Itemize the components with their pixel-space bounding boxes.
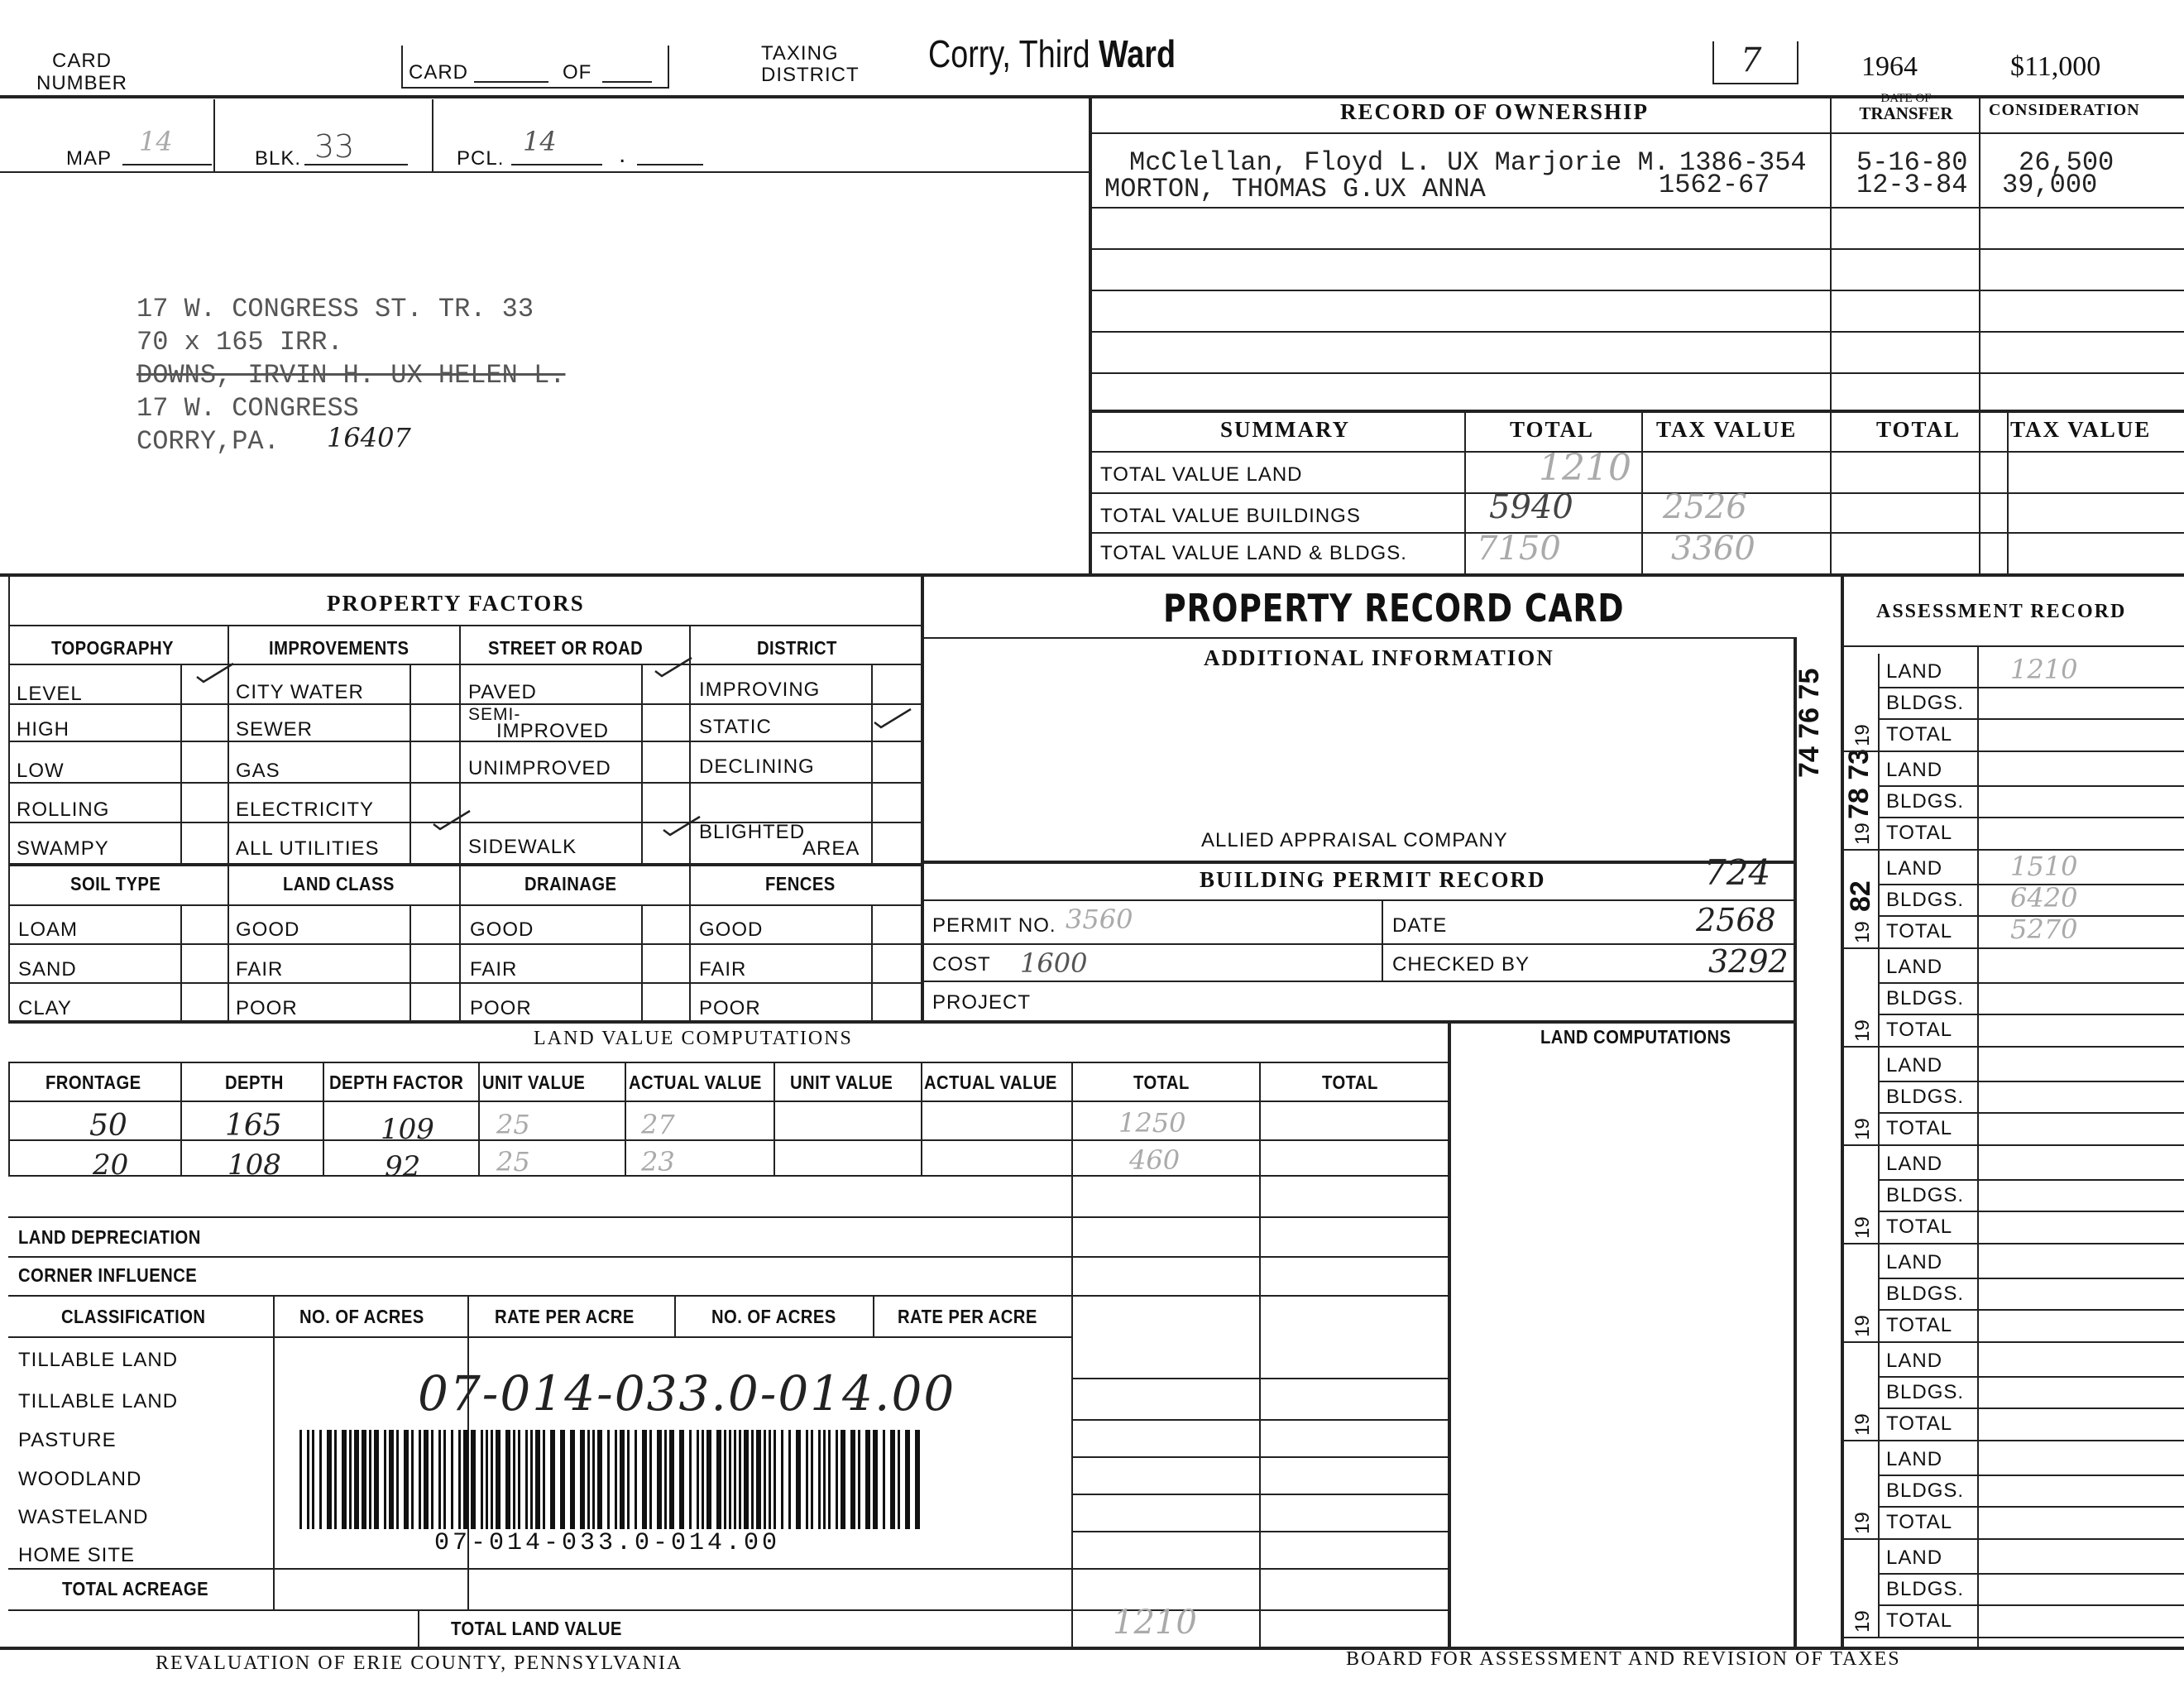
total-land-value-label: TOTAL LAND VALUE xyxy=(451,1618,622,1639)
map-value: 14 xyxy=(139,126,173,157)
district-static: STATIC xyxy=(699,716,772,738)
barcode-bar xyxy=(463,1430,468,1529)
taxing-district-value: Corry, Third Ward xyxy=(928,32,1176,75)
cls-wasteland: WASTELAND xyxy=(18,1506,149,1528)
lv-row2-actual: 23 xyxy=(641,1146,675,1177)
assessment-bldgs-label: BLDGS. xyxy=(1886,1184,1965,1206)
taxing-district-label: TAXING DISTRICT xyxy=(761,42,860,86)
summary-total-header: TOTAL xyxy=(1510,417,1595,442)
summary-row-land-bldgs: TOTAL VALUE LAND & BLDGS. xyxy=(1100,542,1407,564)
permit-note-2: 2568 xyxy=(1696,902,1776,938)
district-area: AREA xyxy=(802,837,860,860)
assessment-total-label: TOTAL xyxy=(1886,1511,1953,1533)
permit-cost-value: 1600 xyxy=(1020,947,1088,979)
imp-city-water: CITY WATER xyxy=(236,681,364,703)
barcode-bar xyxy=(905,1430,910,1529)
ownership-title: RECORD OF OWNERSHIP xyxy=(1340,99,1650,124)
barcode-bar xyxy=(756,1430,761,1529)
owner-2-book: 1562-67 xyxy=(1659,170,1770,200)
barcode-bar xyxy=(319,1430,322,1529)
year-stamp-82: 82 xyxy=(1845,880,1876,912)
soil-clay: CLAY xyxy=(18,997,72,1019)
assessment-bldgs-label: BLDGS. xyxy=(1886,1381,1965,1403)
pcl-label: PCL. xyxy=(457,147,505,170)
barcode-bar xyxy=(774,1430,776,1529)
assessment-total-label: TOTAL xyxy=(1886,1216,1953,1238)
district-code: 7 xyxy=(1741,41,1762,79)
summary-buildings-total: 5940 xyxy=(1489,488,1573,526)
check-mark-icon xyxy=(654,656,695,678)
building-permit-title: BUILDING PERMIT RECORD xyxy=(1200,867,1546,892)
assessment-value: 5270 xyxy=(2010,914,2078,945)
owner-1-consideration: 26,500 xyxy=(2019,147,2115,178)
street-unimproved: UNIMPROVED xyxy=(468,757,611,779)
cls-tillable-land-2: TILLABLE LAND xyxy=(18,1390,179,1412)
assessment-year-prefix: 19 xyxy=(1851,921,1874,943)
cls-home-site: HOME SITE xyxy=(18,1544,136,1566)
map-label: MAP xyxy=(66,147,113,170)
assessment-land-label: LAND xyxy=(1886,1153,1943,1175)
drainage-good: GOOD xyxy=(470,918,534,941)
lv-row2-factor: 92 xyxy=(385,1150,421,1183)
barcode-text: 07-014-033.0-014.00 xyxy=(434,1529,781,1557)
assessment-total-label: TOTAL xyxy=(1886,1412,1953,1435)
summary-land-bldgs-tax: 3360 xyxy=(1671,530,1755,568)
footer-left: REVALUATION OF ERIE COUNTY, PENNSYLVANIA xyxy=(156,1652,683,1674)
land-class-good: GOOD xyxy=(236,918,300,941)
cls-pasture: PASTURE xyxy=(18,1429,117,1451)
assessment-bldgs-label: BLDGS. xyxy=(1886,889,1965,911)
barcode-bar xyxy=(716,1430,721,1529)
barcode-bar xyxy=(560,1430,565,1529)
assessment-bldgs-label: BLDGS. xyxy=(1886,692,1965,714)
assessment-total-label: TOTAL xyxy=(1886,1117,1953,1139)
permit-no-value: 3560 xyxy=(1066,904,1133,935)
permit-note-3: 3292 xyxy=(1708,943,1789,980)
assessment-land-label: LAND xyxy=(1886,1547,1943,1569)
assessment-value: 1210 xyxy=(2010,654,2078,685)
lv-col-depth: DEPTH xyxy=(225,1072,284,1093)
barcode-bar xyxy=(915,1430,920,1529)
barcode-bar xyxy=(419,1430,421,1529)
street-sidewalk: SIDEWALK xyxy=(468,836,577,858)
blk-value: 33 xyxy=(314,128,355,165)
topo-swampy: SWAMPY xyxy=(17,837,109,860)
barcode-bar xyxy=(530,1430,533,1529)
summary-buildings-tax: 2526 xyxy=(1663,488,1747,526)
assessment-year-prefix: 19 xyxy=(1851,1315,1874,1337)
barcode-bar xyxy=(424,1430,429,1529)
lv-row2-total: 460 xyxy=(1129,1144,1181,1176)
lv-row1-factor: 109 xyxy=(381,1113,434,1146)
assessment-bldgs-label: BLDGS. xyxy=(1886,987,1965,1009)
lv-row1-unit: 25 xyxy=(496,1109,530,1140)
barcode-bar xyxy=(649,1430,652,1529)
barcode-bar xyxy=(458,1430,461,1529)
assessment-value: 1510 xyxy=(2010,851,2078,882)
assessment-year-prefix: 19 xyxy=(1851,724,1874,746)
cls-tillable-land: TILLABLE LAND xyxy=(18,1349,179,1371)
barcode-bar xyxy=(769,1430,771,1529)
land-depreciation-label: LAND DEPRECIATION xyxy=(18,1226,201,1248)
assessment-year-prefix: 19 xyxy=(1851,1413,1874,1436)
land-computations-title: LAND COMPUTATIONS xyxy=(1540,1026,1731,1048)
owner-2-date: 12-3-84 xyxy=(1856,170,1968,200)
check-mark-icon xyxy=(432,809,473,831)
project-label: PROJECT xyxy=(932,991,1032,1014)
col-improvements: IMPROVEMENTS xyxy=(269,637,410,659)
lv-row1-actual: 27 xyxy=(641,1109,675,1140)
pcl-value: 14 xyxy=(523,126,557,157)
summary-total-header-2: TOTAL xyxy=(1876,417,1961,442)
barcode-bar xyxy=(438,1430,441,1529)
consideration-header: CONSIDERATION xyxy=(1989,101,2140,119)
owner-1-name: McClellan, Floyd L. UX Marjorie M. xyxy=(1129,147,1669,178)
barcode-bar xyxy=(404,1430,409,1529)
owner-2-consideration: 39,000 xyxy=(2002,170,2098,200)
topo-high: HIGH xyxy=(17,718,69,741)
owner-1-date: 5-16-80 xyxy=(1856,147,1968,178)
soil-loam: LOAM xyxy=(18,918,79,941)
barcode-bar xyxy=(836,1430,838,1529)
fences-good: GOOD xyxy=(699,918,764,941)
barcode-bar xyxy=(354,1430,359,1529)
barcode-bar xyxy=(505,1430,510,1529)
permit-cost-label: COST xyxy=(932,953,991,976)
barcode-bar xyxy=(883,1430,885,1529)
card-title: PROPERTY RECORD CARD xyxy=(1163,586,1625,631)
assessment-bldgs-label: BLDGS. xyxy=(1886,1086,1965,1108)
check-mark-icon xyxy=(662,815,703,837)
barcode-bar xyxy=(657,1430,662,1529)
assessment-year-prefix: 19 xyxy=(1851,1216,1874,1239)
assessment-bldgs-label: BLDGS. xyxy=(1886,1578,1965,1600)
summary-tax-header: TAX VALUE xyxy=(1656,417,1798,442)
cls-col-rate-2: RATE PER ACRE xyxy=(898,1306,1037,1327)
barcode-bar xyxy=(607,1430,610,1529)
header-year: 1964 xyxy=(1861,51,1918,82)
land-value-title: LAND VALUE COMPUTATIONS xyxy=(534,1028,853,1049)
lv-col-frontage: FRONTAGE xyxy=(46,1072,141,1093)
barcode-bar xyxy=(615,1430,617,1529)
address-line-2: 70 x 165 IRR. xyxy=(136,327,343,357)
of-label: OF xyxy=(563,61,592,84)
barcode-bar xyxy=(865,1430,870,1529)
assessment-land-label: LAND xyxy=(1886,1251,1943,1273)
assessment-year-prefix: 19 xyxy=(1851,1512,1874,1534)
street-paved: PAVED xyxy=(468,681,537,703)
barcode-bar xyxy=(481,1430,483,1529)
assessment-land-label: LAND xyxy=(1886,759,1943,781)
barcode-bar xyxy=(635,1430,637,1529)
street-semi: SEMI- xyxy=(468,705,521,724)
assessment-year-prefix: 19 xyxy=(1851,822,1874,845)
checked-by-label: CHECKED BY xyxy=(1392,953,1530,976)
barcode-bar xyxy=(389,1430,394,1529)
barcode-bar xyxy=(486,1430,488,1529)
drainage-poor: POOR xyxy=(470,997,532,1019)
topo-low: LOW xyxy=(17,760,65,782)
check-mark-icon xyxy=(873,707,914,729)
barcode-bar xyxy=(751,1430,754,1529)
card-number-label: CARD NUMBER xyxy=(36,50,128,94)
barcode-bar xyxy=(384,1430,386,1529)
total-acreage-label: TOTAL ACREAGE xyxy=(62,1578,209,1599)
barcode-bar xyxy=(570,1430,575,1529)
barcode-bar xyxy=(491,1430,493,1529)
barcode-bar xyxy=(396,1430,399,1529)
check-mark-icon xyxy=(195,662,237,683)
barcode-bar xyxy=(451,1430,453,1529)
assessment-total-label: TOTAL xyxy=(1886,822,1953,844)
summary-tax-header-2: TAX VALUE xyxy=(2010,417,2152,442)
barcode-bar xyxy=(349,1430,352,1529)
barcode-bar xyxy=(811,1430,813,1529)
assessment-land-label: LAND xyxy=(1886,857,1943,880)
barcode-bar xyxy=(828,1430,831,1529)
assessment-land-label: LAND xyxy=(1886,660,1943,683)
barcode-bar xyxy=(580,1430,585,1529)
barcode-bar xyxy=(587,1430,590,1529)
barcode-bar xyxy=(513,1430,515,1529)
drainage-fair: FAIR xyxy=(470,958,518,981)
col-district: DISTRICT xyxy=(757,637,837,659)
col-topography: TOPOGRAPHY xyxy=(51,637,174,659)
barcode-bar xyxy=(411,1430,414,1529)
barcode-bar xyxy=(734,1430,736,1529)
imp-all-utilities: ALL UTILITIES xyxy=(236,837,380,860)
land-class-fair: FAIR xyxy=(236,958,284,981)
lv-col-total: TOTAL xyxy=(1133,1072,1190,1093)
address-line-3-struck: DOWNS, IRVIN H. UX HELEN L. xyxy=(136,360,566,391)
barcode-bar xyxy=(312,1430,314,1529)
barcode-bar xyxy=(806,1430,808,1529)
summary-title: SUMMARY xyxy=(1220,417,1351,442)
lv-row1-frontage: 50 xyxy=(89,1109,127,1143)
barcode-bar xyxy=(342,1430,347,1529)
barcode-bar xyxy=(898,1430,900,1529)
footer-right: BOARD FOR ASSESSMENT AND REVISION OF TAXES xyxy=(1346,1648,1901,1670)
fences-fair: FAIR xyxy=(699,958,747,981)
lv-row2-unit: 25 xyxy=(496,1146,530,1177)
barcode-bar xyxy=(592,1430,595,1529)
barcode-bar xyxy=(818,1430,821,1529)
barcode-bar xyxy=(627,1430,630,1529)
address-zip: 16407 xyxy=(327,422,411,453)
barcode-bar xyxy=(443,1430,446,1529)
cls-col-acres: NO. OF ACRES xyxy=(299,1306,424,1327)
col-land-class: LAND CLASS xyxy=(283,873,395,894)
barcode-bar xyxy=(664,1430,667,1529)
barcode-bar xyxy=(679,1430,684,1529)
barcode-bar xyxy=(729,1430,731,1529)
barcode-bar xyxy=(369,1430,371,1529)
cls-col-acres-2: NO. OF ACRES xyxy=(711,1306,836,1327)
assessment-bldgs-label: BLDGS. xyxy=(1886,790,1965,813)
barcode-bar xyxy=(642,1430,647,1529)
assessment-land-label: LAND xyxy=(1886,1448,1943,1470)
barcode-bar xyxy=(841,1430,845,1529)
barcode-bar xyxy=(858,1430,860,1529)
permit-note-1: 724 xyxy=(1704,852,1771,893)
barcode-bar xyxy=(788,1430,791,1529)
barcode-bar xyxy=(327,1430,332,1529)
barcode-bar xyxy=(739,1430,741,1529)
barcode-bar xyxy=(362,1430,366,1529)
property-factors-title: PROPERTY FACTORS xyxy=(327,591,585,616)
owner-2-name: MORTON, THOMAS G.UX ANNA xyxy=(1104,174,1486,204)
imp-electricity: ELECTRICITY xyxy=(236,798,375,821)
district-declining: DECLINING xyxy=(699,755,815,778)
assessment-year-prefix: 19 xyxy=(1851,1019,1874,1042)
lv-col-total-2: TOTAL xyxy=(1322,1072,1378,1093)
barcode-bar xyxy=(890,1430,895,1529)
barcode-bar xyxy=(850,1430,855,1529)
year-stamp-78-73: 78 73 xyxy=(1843,748,1875,819)
parcel-id-handwritten: 07-014-033.0-014.00 xyxy=(418,1365,956,1422)
assessment-year-prefix: 19 xyxy=(1851,1118,1874,1140)
fences-poor: POOR xyxy=(699,997,761,1019)
col-soil-type: SOIL TYPE xyxy=(70,873,161,894)
permit-no-label: PERMIT NO. xyxy=(932,914,1056,937)
address-line-1: 17 W. CONGRESS ST. TR. 33 xyxy=(136,294,534,324)
barcode-bar xyxy=(307,1430,309,1529)
lv-col-unit-value: UNIT VALUE xyxy=(482,1072,586,1093)
lv-row1-total: 1250 xyxy=(1118,1107,1186,1139)
summary-row-buildings: TOTAL VALUE BUILDINGS xyxy=(1100,505,1361,527)
assessment-bldgs-label: BLDGS. xyxy=(1886,1283,1965,1305)
assessment-land-label: LAND xyxy=(1886,956,1943,978)
barcode-bar xyxy=(796,1430,801,1529)
topo-level: LEVEL xyxy=(17,683,83,705)
assessment-total-label: TOTAL xyxy=(1886,723,1953,746)
col-street-or-road: STREET OR ROAD xyxy=(488,637,644,659)
district-improving: IMPROVING xyxy=(699,679,821,701)
address-line-4: 17 W. CONGRESS xyxy=(136,393,359,424)
barcode-bar xyxy=(550,1430,555,1529)
assessment-land-label: LAND xyxy=(1886,1350,1943,1372)
header-amount: $11,000 xyxy=(2010,51,2101,82)
lv-col-unit-value-2: UNIT VALUE xyxy=(790,1072,893,1093)
barcode-bar xyxy=(669,1430,674,1529)
address-line-5: CORRY,PA. xyxy=(136,426,280,457)
assessment-total-label: TOTAL xyxy=(1886,1609,1953,1632)
lv-col-depth-factor: DEPTH FACTOR xyxy=(329,1072,464,1093)
date-of-transfer-header: DATE OF TRANSFER xyxy=(1859,92,1953,123)
barcode-bar xyxy=(689,1430,692,1529)
total-land-value-amount: 1210 xyxy=(1113,1604,1197,1642)
barcode-bar xyxy=(724,1430,726,1529)
district-blighted: BLIGHTED xyxy=(699,821,806,843)
cls-woodland: WOODLAND xyxy=(18,1468,142,1490)
corner-influence-label: CORNER INFLUENCE xyxy=(18,1264,198,1286)
summary-row-land: TOTAL VALUE LAND xyxy=(1100,463,1303,486)
lv-row2-frontage: 20 xyxy=(93,1149,129,1182)
soil-sand: SAND xyxy=(18,958,77,981)
land-class-poor: POOR xyxy=(236,997,298,1019)
owner-1-book: 1386-354 xyxy=(1679,147,1807,178)
barcode-bar xyxy=(597,1430,602,1529)
barcode-bar xyxy=(702,1430,704,1529)
appraisal-company: ALLIED APPRAISAL COMPANY xyxy=(1201,829,1508,851)
assessment-total-label: TOTAL xyxy=(1886,1314,1953,1336)
lv-col-actual-value: ACTUAL VALUE xyxy=(629,1072,762,1093)
barcode-bar xyxy=(431,1430,433,1529)
permit-date-label: DATE xyxy=(1392,914,1448,937)
imp-sewer: SEWER xyxy=(236,718,314,741)
assessment-year-prefix: 19 xyxy=(1851,1610,1874,1633)
barcode-bar xyxy=(535,1430,540,1529)
barcode-bar xyxy=(697,1430,699,1529)
barcode-bar xyxy=(873,1430,878,1529)
barcode-bar xyxy=(334,1430,337,1529)
barcode-bar xyxy=(518,1430,520,1529)
barcode-bar xyxy=(781,1430,783,1529)
summary-land-bldgs-total: 7150 xyxy=(1477,530,1561,568)
street-improved: IMPROVED xyxy=(496,720,610,742)
imp-gas: GAS xyxy=(236,760,280,782)
cls-col-rate: RATE PER ACRE xyxy=(495,1306,635,1327)
barcode-bar xyxy=(620,1430,625,1529)
lv-row1-depth: 165 xyxy=(225,1109,282,1143)
barcode-bar xyxy=(525,1430,528,1529)
additional-info-title: ADDITIONAL INFORMATION xyxy=(1204,645,1554,670)
assessment-total-label: TOTAL xyxy=(1886,1019,1953,1041)
year-stamp-74-76-75: 74 76 75 xyxy=(1794,668,1825,778)
blk-label: BLK. xyxy=(255,147,302,170)
lv-col-actual-value-2: ACTUAL VALUE xyxy=(924,1072,1057,1093)
assessment-land-label: LAND xyxy=(1886,1054,1943,1077)
card-label: CARD xyxy=(409,61,469,84)
col-fences: FENCES xyxy=(765,873,836,894)
barcode-bar xyxy=(744,1430,749,1529)
cls-col-classification: CLASSIFICATION xyxy=(61,1306,206,1327)
barcode-bar xyxy=(823,1430,826,1529)
barcode-bar xyxy=(374,1430,379,1529)
topo-rolling: ROLLING xyxy=(17,798,110,821)
barcode-bar xyxy=(471,1430,476,1529)
lv-row2-depth: 108 xyxy=(228,1149,281,1182)
barcode-bar xyxy=(706,1430,711,1529)
barcode-bar xyxy=(764,1430,766,1529)
summary-land-total: 1210 xyxy=(1539,447,1631,489)
barcode-bar xyxy=(496,1430,500,1529)
col-drainage: DRAINAGE xyxy=(524,873,617,894)
barcode-icon xyxy=(299,1430,924,1529)
barcode-bar xyxy=(543,1430,545,1529)
assessment-value: 6420 xyxy=(2010,882,2078,914)
assessment-bldgs-label: BLDGS. xyxy=(1886,1479,1965,1502)
barcode-bar xyxy=(299,1430,302,1529)
assessment-total-label: TOTAL xyxy=(1886,920,1953,942)
assessment-title: ASSESSMENT RECORD xyxy=(1876,601,2127,622)
